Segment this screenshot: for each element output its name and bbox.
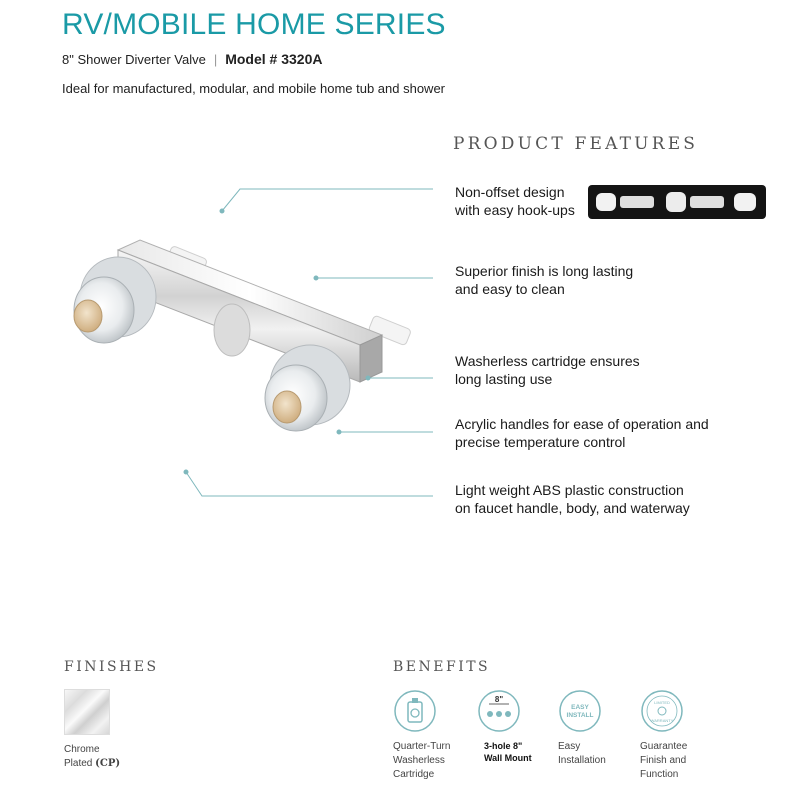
ideal-for-text: Ideal for manufactured, modular, and mobile home tub and shower [62, 81, 446, 96]
feature-superior-finish: Superior finish is long lasting and easy to clean [455, 263, 634, 297]
feature-abs-construction: Light weight ABS plastic construction on faucet handle, body, and waterway [455, 482, 690, 516]
benefit-label-cartridge: Quarter-Turn Washerless Cartridge [393, 741, 451, 780]
faucet-image [74, 240, 412, 431]
cold-handle [265, 345, 350, 431]
cartridge-icon [393, 689, 437, 733]
feature-washerless-cartridge: Washerless cartridge ensures long lasting use [455, 353, 640, 387]
finish-code: (CP) [95, 758, 121, 769]
easy-install-badge-line2: INSTALL [566, 712, 594, 719]
benefit-label-warranty: Guarantee Finish and Function [640, 741, 688, 780]
warranty-badge-line2: WARRANTY [650, 718, 674, 723]
finishes-heading: FINISHES [64, 659, 159, 675]
finish-label: Chrome Plated (CP) [64, 744, 121, 769]
hot-handle [74, 257, 156, 343]
benefit-label-three-hole: 3-hole 8" Wall Mount [484, 741, 532, 763]
warranty-badge-line1: LIMITED [654, 700, 670, 705]
subtitle-separator: | [213, 52, 218, 67]
product-name: 8" Shower Diverter Valve [62, 52, 206, 67]
feature-non-offset: Non-offset design with easy hook-ups [455, 184, 575, 218]
warranty-icon [640, 689, 684, 733]
easy-install-icon [558, 689, 602, 733]
three-hole-badge: 8" [494, 695, 504, 704]
benefit-label-easy-install: Easy Installation [558, 741, 606, 766]
benefits-heading: BENEFITS [393, 659, 491, 675]
easy-install-badge-line1: EASY [571, 704, 589, 711]
feature-acrylic-handles: Acrylic handles for ease of operation and precise temperature control [455, 416, 709, 450]
cartridge-image [588, 185, 766, 219]
page-title: RV/MOBILE HOME SERIES [62, 8, 446, 41]
model-number: Model # 3320A [225, 51, 323, 67]
chrome-swatch [64, 689, 110, 735]
three-hole-icon [477, 689, 521, 733]
product-features-heading: PRODUCT FEATURES [453, 134, 699, 154]
